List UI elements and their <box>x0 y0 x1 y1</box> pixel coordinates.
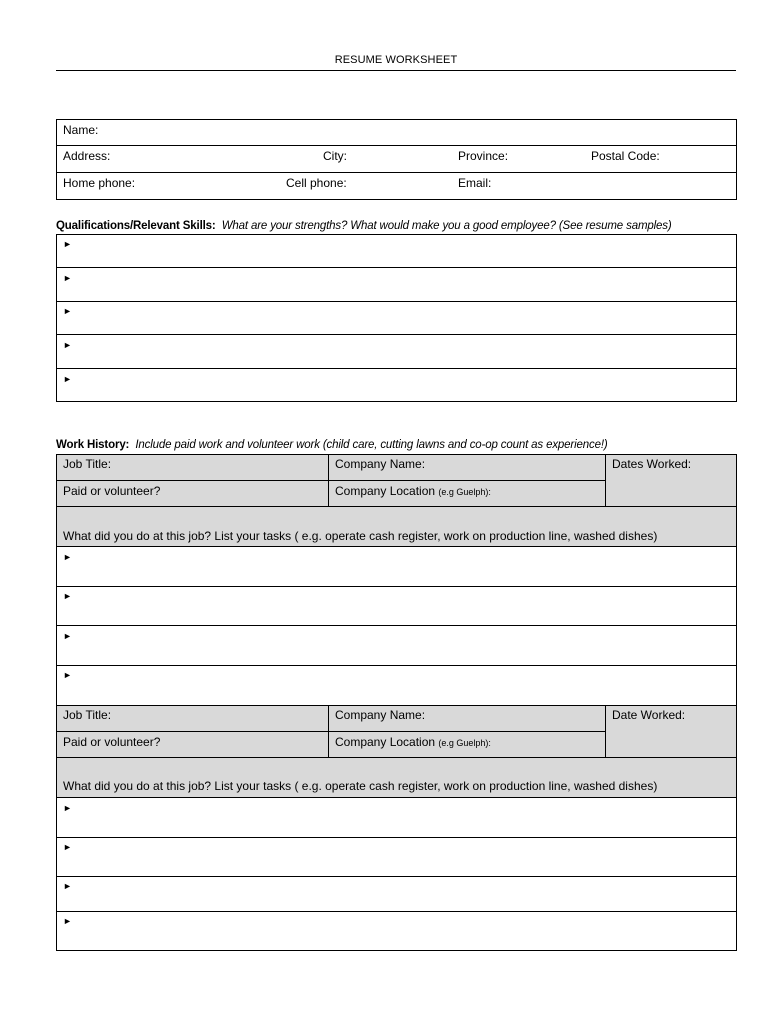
job2-dates-field[interactable]: Date Worked: <box>612 708 686 722</box>
task-bullet[interactable]: ► <box>63 803 72 813</box>
divider <box>56 368 737 369</box>
work-history-prompt: Include paid work and volunteer work (child care, cutting lawns and co-op count as experience!) <box>135 439 608 451</box>
divider <box>56 911 737 912</box>
skill-bullet[interactable]: ► <box>63 340 72 350</box>
divider <box>56 172 737 173</box>
divider <box>328 705 329 757</box>
location-label: Company Location <box>335 735 436 749</box>
divider <box>56 731 606 732</box>
divider <box>56 876 737 877</box>
task-bullet[interactable]: ► <box>63 552 72 562</box>
divider <box>328 454 329 506</box>
page-title: RESUME WORKSHEET <box>334 54 458 66</box>
job2-company-field[interactable]: Company Name: <box>335 708 426 722</box>
job2-paid-field[interactable]: Paid or volunteer? <box>63 735 161 749</box>
postal-code-field[interactable]: Postal Code: <box>591 149 660 163</box>
location-label: Company Location <box>335 484 436 498</box>
divider <box>56 301 737 302</box>
divider <box>56 480 606 481</box>
divider <box>56 586 737 587</box>
job1-location-field[interactable] <box>335 484 491 498</box>
qualifications-title: Qualifications/Relevant Skills: <box>56 220 216 232</box>
task-bullet[interactable]: ► <box>63 881 72 891</box>
city-field[interactable]: City: <box>323 149 347 163</box>
job2-tasks-prompt: What did you do at this job? List your tasks ( e.g. operate cash register, work on production line, washed dishes) <box>63 779 658 793</box>
divider <box>56 665 737 666</box>
home-phone-field[interactable]: Home phone: <box>63 176 136 190</box>
divider <box>56 757 737 758</box>
divider <box>56 506 737 507</box>
divider <box>56 546 737 547</box>
skill-bullet[interactable]: ► <box>63 306 72 316</box>
task-bullet[interactable]: ► <box>63 670 72 680</box>
location-hint: (e.g Guelph): <box>438 738 491 748</box>
divider <box>56 267 737 268</box>
skill-bullet[interactable]: ► <box>63 374 72 384</box>
work-history-heading <box>56 439 608 451</box>
task-bullet[interactable]: ► <box>63 631 72 641</box>
divider <box>56 837 737 838</box>
divider <box>605 705 606 757</box>
task-bullet[interactable]: ► <box>63 916 72 926</box>
cell-phone-field[interactable]: Cell phone: <box>286 176 347 190</box>
qualifications-prompt: What are your strengths? What would make you a good employee? (See resume samples) <box>221 220 672 232</box>
title-rule <box>56 70 736 71</box>
work-history-title: Work History: <box>56 439 130 451</box>
qualifications-heading <box>56 220 672 232</box>
task-bullet[interactable]: ► <box>63 842 72 852</box>
divider <box>56 145 737 146</box>
divider <box>56 334 737 335</box>
job1-paid-field[interactable]: Paid or volunteer? <box>63 484 161 498</box>
address-field[interactable]: Address: <box>63 149 111 163</box>
job1-title-field[interactable]: Job Title: <box>63 457 112 471</box>
skill-bullet[interactable]: ► <box>63 239 72 249</box>
divider <box>56 797 737 798</box>
job1-tasks-prompt: What did you do at this job? List your tasks ( e.g. operate cash register, work on production line, washed dishes) <box>63 529 658 543</box>
email-field[interactable]: Email: <box>458 176 492 190</box>
job2-location-field[interactable] <box>335 735 491 749</box>
job1-company-field[interactable]: Company Name: <box>335 457 426 471</box>
qualifications-table <box>56 234 737 402</box>
job1-dates-field[interactable]: Dates Worked: <box>612 457 692 471</box>
task-bullet[interactable]: ► <box>63 591 72 601</box>
province-field[interactable]: Province: <box>458 149 509 163</box>
job2-title-field[interactable]: Job Title: <box>63 708 112 722</box>
divider <box>605 454 606 506</box>
name-field[interactable]: Name: <box>63 123 99 137</box>
divider <box>56 705 737 706</box>
divider <box>56 625 737 626</box>
location-hint: (e.g Guelph): <box>438 487 491 497</box>
skill-bullet[interactable]: ► <box>63 273 72 283</box>
